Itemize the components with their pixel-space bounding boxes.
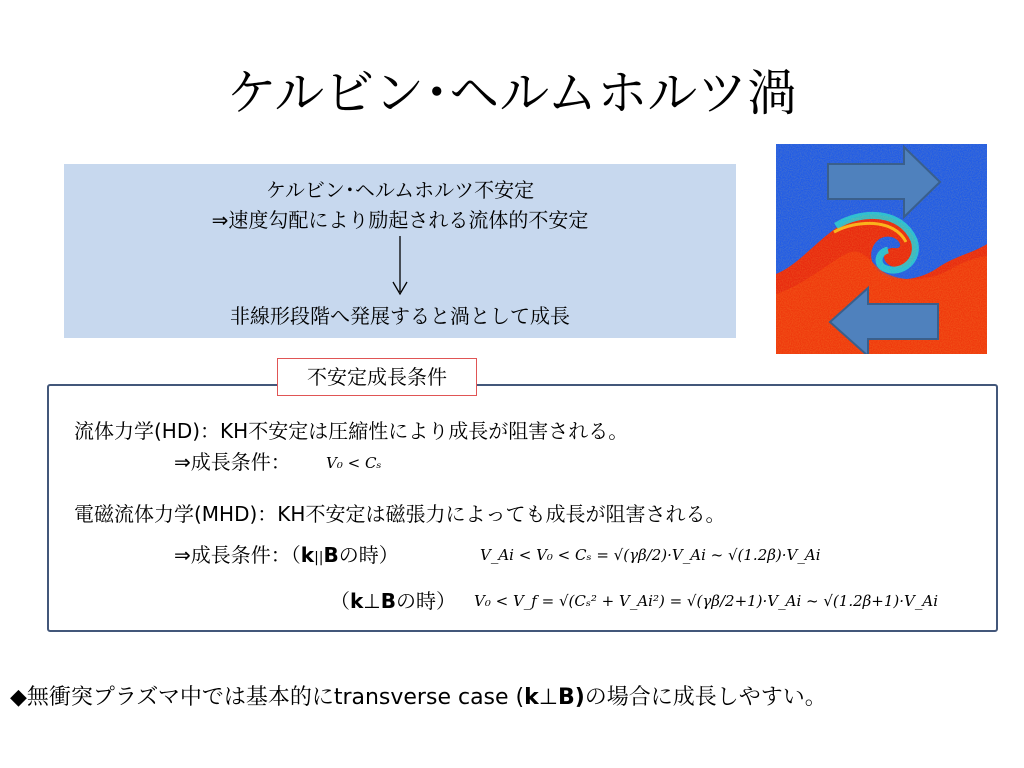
mhd-parallel-condition	[174, 541, 399, 572]
slide-title: ケルビン･ヘルムホルツ渦	[226, 64, 798, 122]
kh-vortex-image	[776, 144, 987, 354]
mhd-parallel-suffix: の時）	[338, 543, 399, 567]
mhd-parallel-prefix: ⇒成長条件：（	[174, 543, 301, 567]
down-arrow-icon	[388, 234, 412, 298]
perpendicular-symbol: ⊥	[538, 685, 558, 710]
hd-formula: V₀ < Cₛ	[326, 454, 382, 472]
mhd-parallel-formula: V_Ai < V₀ < Cₛ = √(γβ/2)·V_Ai ~ √(1.2β)·V_Ai	[480, 546, 821, 564]
summary-line-1: ケルビン･ヘルムホルツ不安定	[265, 178, 535, 202]
summary-box	[64, 164, 736, 338]
mhd-perpendicular-formula: V₀ < V_f = √(Cₛ² + V_Ai²) = √(γβ/2+1)·V_Ai ~ √(1.2β+1)·V_Ai	[474, 592, 939, 610]
k-symbol: k	[350, 589, 364, 613]
mhd-description: 電磁流体力学(MHD)：KH不安定は磁張力によっても成長が阻害される。	[74, 502, 726, 526]
k-symbol: k	[524, 685, 539, 710]
b-symbol: B	[380, 589, 396, 613]
conclusion-line	[10, 683, 827, 713]
open-paren: （	[330, 589, 350, 613]
b-symbol: B)	[557, 685, 585, 710]
hd-description: 流体力学(HD)：KH不安定は圧縮性により成長が阻害される。	[74, 419, 629, 443]
summary-line-2: ⇒速度勾配により励起される流体的不安定	[211, 208, 589, 232]
conclusion-suffix: の場合に成長しやすい。	[584, 685, 827, 710]
mhd-perpendicular-suffix: の時）	[395, 589, 456, 613]
summary-line-3: 非線形段階へ発展すると渦として成長	[230, 304, 570, 328]
conditions-label: 不安定成長条件	[277, 358, 477, 396]
perpendicular-symbol: ⊥	[363, 589, 381, 613]
conclusion-prefix: ◆無衝突プラズマ中では基本的にtransverse case (	[10, 685, 525, 710]
k-symbol: k	[300, 543, 315, 567]
hd-condition-label: ⇒成長条件：	[174, 450, 291, 474]
b-symbol: B	[323, 543, 339, 567]
parallel-symbol: ||	[314, 550, 324, 566]
mhd-perpendicular-condition	[330, 587, 456, 615]
